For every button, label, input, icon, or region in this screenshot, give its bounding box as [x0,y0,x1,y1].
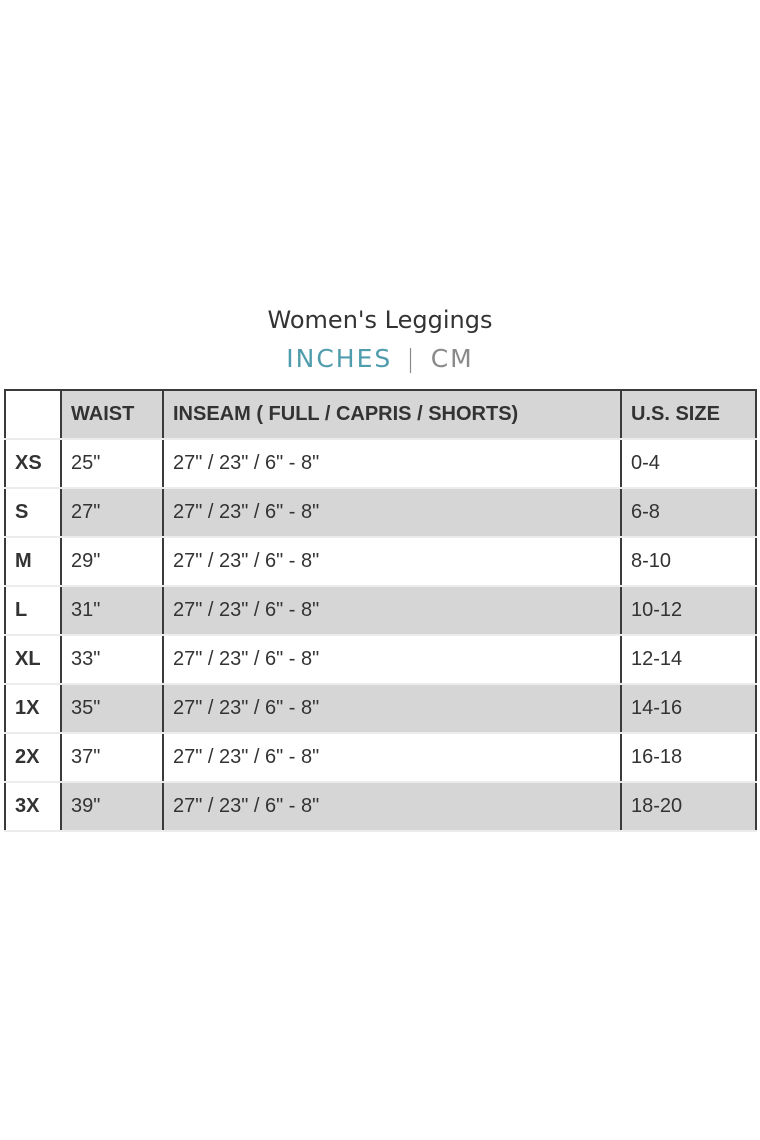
inseam-cell: 27" / 23" / 6" - 8" [163,537,621,586]
waist-cell: 25" [61,439,163,488]
inseam-cell: 27" / 23" / 6" - 8" [163,635,621,684]
inseam-cell: 27" / 23" / 6" - 8" [163,586,621,635]
us-size-cell: 16-18 [621,733,756,782]
size-label: 1X [5,684,61,733]
size-label: 3X [5,782,61,831]
us-size-cell: 8-10 [621,537,756,586]
waist-cell: 31" [61,586,163,635]
waist-cell: 33" [61,635,163,684]
inseam-cell: 27" / 23" / 6" - 8" [163,782,621,831]
header-waist: WAIST [61,390,163,439]
table-row [5,586,756,635]
unit-toggle [0,342,760,376]
us-size-cell: 10-12 [621,586,756,635]
waist-cell: 39" [61,782,163,831]
waist-cell: 35" [61,684,163,733]
inseam-cell: 27" / 23" / 6" - 8" [163,488,621,537]
unit-cm-option[interactable]: CM [430,344,474,373]
us-size-cell: 6-8 [621,488,756,537]
table-header-row [5,390,756,439]
table-row [5,782,756,831]
waist-cell: 29" [61,537,163,586]
waist-cell: 37" [61,733,163,782]
waist-cell: 27" [61,488,163,537]
inseam-cell: 27" / 23" / 6" - 8" [163,684,621,733]
table-row [5,635,756,684]
header-us-size: U.S. SIZE [621,390,756,439]
size-label: S [5,488,61,537]
header-inseam: INSEAM ( FULL / CAPRIS / SHORTS) [163,390,621,439]
us-size-cell: 18-20 [621,782,756,831]
table-row [5,684,756,733]
table-row [5,439,756,488]
inseam-cell: 27" / 23" / 6" - 8" [163,733,621,782]
us-size-cell: 12-14 [621,635,756,684]
size-label: 2X [5,733,61,782]
size-label: M [5,537,61,586]
us-size-cell: 14-16 [621,684,756,733]
header-size-blank [5,390,61,439]
table-row [5,733,756,782]
size-label: L [5,586,61,635]
size-label: XL [5,635,61,684]
page-title: Women's Leggings [267,306,493,334]
table-row [5,537,756,586]
size-chart-table [4,389,757,832]
unit-separator: | [406,344,417,373]
unit-inches-option[interactable]: INCHES [286,344,393,373]
size-label: XS [5,439,61,488]
table-row [5,488,756,537]
inseam-cell: 27" / 23" / 6" - 8" [163,439,621,488]
us-size-cell: 0-4 [621,439,756,488]
